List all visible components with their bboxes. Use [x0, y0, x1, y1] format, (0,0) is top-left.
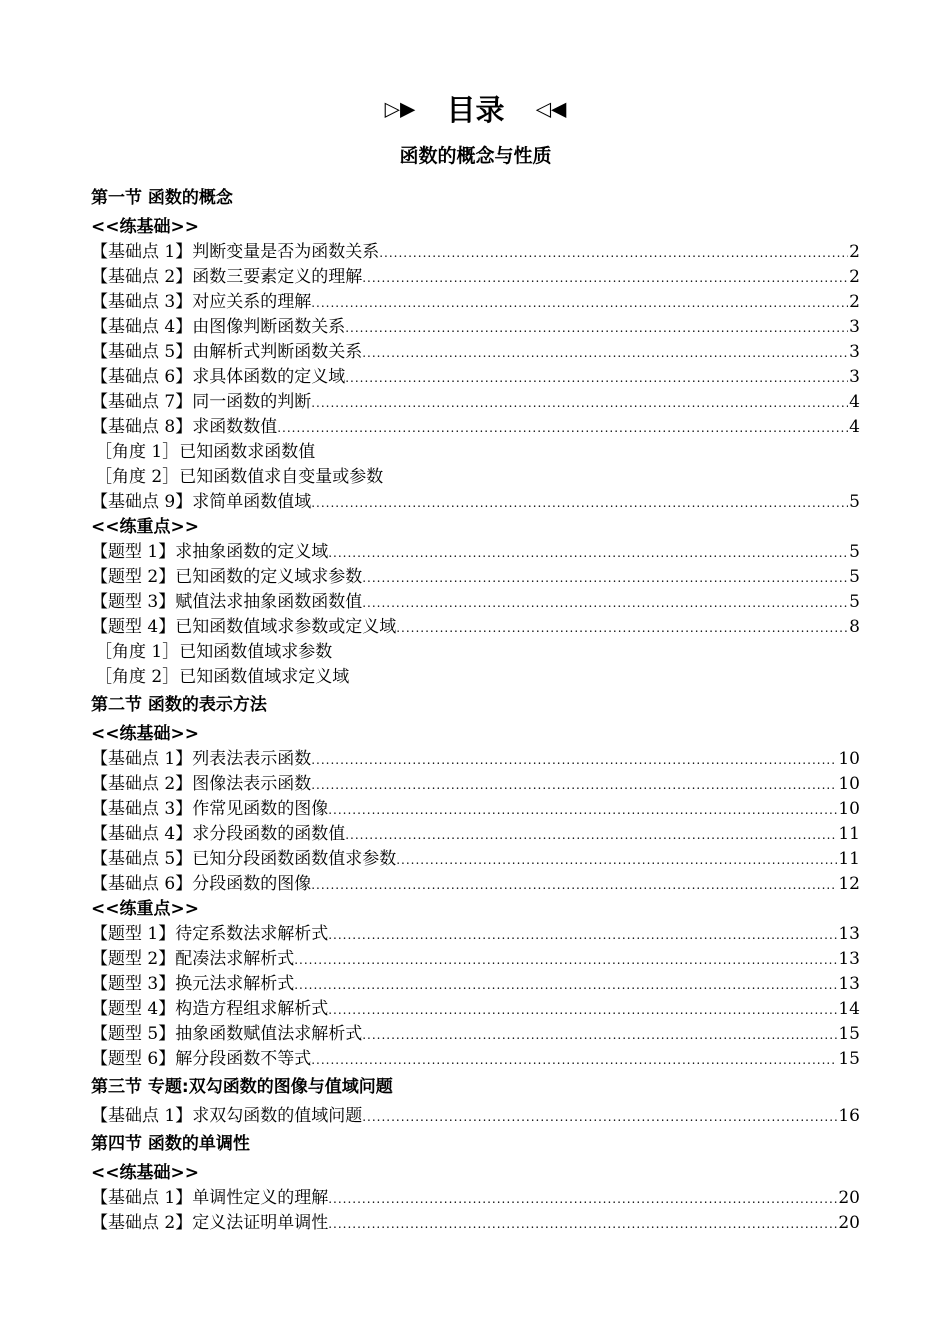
- toc-page-number: 4: [849, 417, 860, 437]
- practice-heading: <<练基础>>: [91, 217, 199, 237]
- toc-entry[interactable]: [91, 947, 860, 972]
- toc-entry[interactable]: [91, 290, 860, 315]
- page-subtitle: 函数的概念与性质: [399, 145, 552, 167]
- toc-leader-dots: [328, 1212, 837, 1237]
- toc-leader-dots: [294, 948, 837, 973]
- toc-leader-dots: [328, 923, 837, 948]
- toc-entry-label: 【基础点 1】列表法表示函数: [91, 749, 312, 769]
- left-arrow-icon: ▷▶: [384, 96, 416, 121]
- toc-entry[interactable]: [91, 822, 860, 847]
- toc-page-number: 20: [838, 1213, 860, 1233]
- toc-entry-label: 【基础点 4】由图像判断函数关系: [91, 317, 346, 337]
- toc-leader-dots: [328, 541, 848, 566]
- toc-entry-label: 【题型 3】赋值法求抽象函数函数值: [91, 592, 363, 612]
- toc-entry-label: 【题型 2】配凑法求解析式: [91, 949, 295, 969]
- section-heading: 第四节 函数的单调性: [91, 1134, 250, 1154]
- toc-page-number: 4: [849, 392, 860, 412]
- toc-entry[interactable]: [91, 590, 860, 615]
- toc-leader-dots: [277, 416, 848, 441]
- toc-entry[interactable]: [91, 1186, 860, 1211]
- toc-entry[interactable]: [91, 747, 860, 772]
- toc-entry-label: 【题型 4】已知函数值域求参数或定义域: [91, 617, 397, 637]
- toc-entry-label: 【基础点 1】判断变量是否为函数关系: [91, 242, 380, 262]
- toc-page-number: 13: [838, 974, 860, 994]
- right-arrow-icon: ◁◀: [535, 96, 567, 121]
- angle-subitem: ［角度 2］已知函数值域求定义域: [95, 667, 350, 687]
- toc-page-number: 8: [849, 617, 860, 637]
- toc-entry-label: 【基础点 6】求具体函数的定义域: [91, 367, 346, 387]
- toc-entry[interactable]: [91, 415, 860, 440]
- toc-page-number: 3: [849, 367, 860, 387]
- toc-leader-dots: [311, 1048, 837, 1073]
- practice-heading: <<练重点>>: [91, 517, 199, 537]
- toc-leader-dots: [362, 1023, 837, 1048]
- toc-entry[interactable]: [91, 997, 860, 1022]
- toc-leader-dots: [311, 873, 837, 898]
- toc-leader-dots: [294, 973, 837, 998]
- toc-leader-dots: [396, 616, 848, 641]
- toc-leader-dots: [345, 316, 848, 341]
- toc-entry-label: 【基础点 3】对应关系的理解: [91, 292, 312, 312]
- toc-entry-label: 【基础点 2】定义法证明单调性: [91, 1213, 329, 1233]
- toc-entry-label: 【基础点 1】单调性定义的理解: [91, 1188, 329, 1208]
- toc-entry[interactable]: [91, 922, 860, 947]
- toc-entry-label: 【基础点 9】求简单函数值域: [91, 492, 312, 512]
- toc-page-number: 5: [849, 567, 860, 587]
- toc-leader-dots: [362, 566, 848, 591]
- toc-entry[interactable]: [91, 615, 860, 640]
- toc-page-number: 3: [849, 342, 860, 362]
- toc-entry-label: 【基础点 1】求双勾函数的值域问题: [91, 1106, 363, 1126]
- toc-page-number: 5: [849, 592, 860, 612]
- toc-entry-label: 【基础点 8】求函数数值: [91, 417, 278, 437]
- toc-list: [91, 183, 860, 1236]
- toc-page-number: 15: [838, 1049, 860, 1069]
- toc-entry-label: 【基础点 5】由解析式判断函数关系: [91, 342, 363, 362]
- angle-subitem: ［角度 1］已知函数值域求参数: [95, 642, 333, 662]
- toc-entry-label: 【题型 5】抽象函数赋值法求解析式: [91, 1024, 363, 1044]
- toc-entry-label: 【题型 1】求抽象函数的定义域: [91, 542, 329, 562]
- angle-subitem: ［角度 2］已知函数值求自变量或参数: [95, 467, 384, 487]
- toc-entry[interactable]: [91, 972, 860, 997]
- toc-page-number: 2: [849, 242, 860, 262]
- angle-subitem: ［角度 1］已知函数求函数值: [95, 442, 316, 462]
- toc-entry-label: 【基础点 6】分段函数的图像: [91, 874, 312, 894]
- toc-entry-label: 【题型 3】换元法求解析式: [91, 974, 295, 994]
- toc-leader-dots: [345, 823, 837, 848]
- toc-leader-dots: [311, 748, 837, 773]
- toc-entry-label: 【基础点 7】同一函数的判断: [91, 392, 312, 412]
- toc-entry[interactable]: [91, 1022, 860, 1047]
- toc-leader-dots: [328, 998, 837, 1023]
- toc-entry[interactable]: [91, 265, 860, 290]
- toc-page-number: 20: [838, 1188, 860, 1208]
- toc-entry[interactable]: [91, 315, 860, 340]
- toc-leader-dots: [311, 291, 848, 316]
- toc-page-number: 10: [838, 774, 860, 794]
- toc-entry[interactable]: [91, 772, 860, 797]
- toc-entry-label: 【基础点 5】已知分段函数函数值求参数: [91, 849, 397, 869]
- toc-page-number: 15: [838, 1024, 860, 1044]
- toc-page-number: 11: [838, 824, 860, 844]
- toc-leader-dots: [311, 773, 837, 798]
- toc-entry[interactable]: [91, 490, 860, 515]
- toc-page-number: 12: [838, 874, 860, 894]
- toc-page-number: 3: [849, 317, 860, 337]
- practice-heading: <<练基础>>: [91, 724, 199, 744]
- toc-page-number: 10: [838, 799, 860, 819]
- toc-page-number: 14: [838, 999, 860, 1019]
- toc-leader-dots: [328, 798, 837, 823]
- toc-entry-label: 【题型 2】已知函数的定义域求参数: [91, 567, 363, 587]
- toc-entry[interactable]: [91, 1104, 860, 1129]
- toc-entry-label: 【基础点 2】图像法表示函数: [91, 774, 312, 794]
- toc-page-number: 2: [849, 292, 860, 312]
- toc-leader-dots: [362, 266, 848, 291]
- toc-entry[interactable]: [91, 872, 860, 897]
- toc-entry[interactable]: [91, 240, 860, 265]
- toc-page-number: 5: [849, 492, 860, 512]
- toc-entry[interactable]: [91, 847, 860, 872]
- toc-entry[interactable]: [91, 565, 860, 590]
- toc-leader-dots: [362, 341, 848, 366]
- toc-leader-dots: [396, 848, 837, 873]
- toc-page-number: 13: [838, 924, 860, 944]
- toc-page-number: 10: [838, 749, 860, 769]
- toc-page-number: 5: [849, 542, 860, 562]
- toc-leader-dots: [311, 491, 848, 516]
- toc-entry[interactable]: [91, 797, 860, 822]
- toc-leader-dots: [379, 241, 848, 266]
- toc-entry-label: 【基础点 3】作常见函数的图像: [91, 799, 329, 819]
- toc-entry[interactable]: [91, 340, 860, 365]
- page-title: 目录: [446, 93, 505, 127]
- toc-entry-label: 【题型 6】解分段函数不等式: [91, 1049, 312, 1069]
- toc-entry[interactable]: [91, 540, 860, 565]
- toc-entry[interactable]: [91, 1211, 860, 1236]
- toc-entry-label: 【题型 4】构造方程组求解析式: [91, 999, 329, 1019]
- section-heading: 第一节 函数的概念: [91, 188, 233, 208]
- section-heading: 第二节 函数的表示方法: [91, 695, 267, 715]
- toc-entry[interactable]: [91, 390, 860, 415]
- toc-entry-label: 【题型 1】待定系数法求解析式: [91, 924, 329, 944]
- toc-leader-dots: [311, 391, 848, 416]
- toc-page-number: 16: [838, 1106, 860, 1126]
- practice-heading: <<练基础>>: [91, 1163, 199, 1183]
- toc-entry[interactable]: [91, 1047, 860, 1072]
- toc-entry-label: 【基础点 2】函数三要素定义的理解: [91, 267, 363, 287]
- toc-page-number: 2: [849, 267, 860, 287]
- toc-leader-dots: [328, 1187, 837, 1212]
- section-heading: 第三节 专题:双勾函数的图像与值域问题: [91, 1077, 393, 1097]
- toc-title-row: [91, 88, 860, 132]
- toc-entry-label: 【基础点 4】求分段函数的函数值: [91, 824, 346, 844]
- toc-leader-dots: [345, 366, 848, 391]
- toc-page-number: 13: [838, 949, 860, 969]
- toc-page-number: 11: [838, 849, 860, 869]
- toc-leader-dots: [362, 1105, 837, 1130]
- practice-heading: <<练重点>>: [91, 899, 199, 919]
- toc-leader-dots: [362, 591, 848, 616]
- toc-entry[interactable]: [91, 365, 860, 390]
